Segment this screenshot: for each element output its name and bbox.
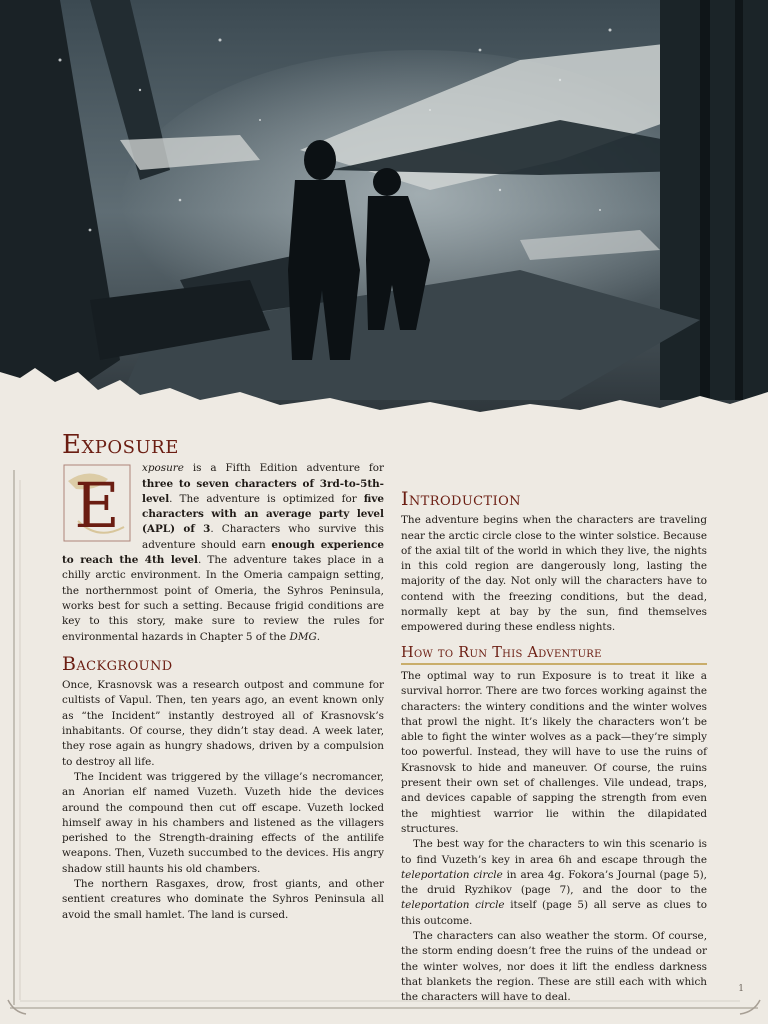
page-title: Exposure [62,430,179,460]
introduction-heading: Introduction [401,488,521,510]
background-heading: Background [62,652,173,675]
intro-text: xposure is a Fifth Edition adventure for three to seven characters of 3rd-to-5th-level. The adventure is optimized for five characters with an average party level (APL) of 3. Characters who survive this adventure should earn enough experience to reach the 4th level. The adventure takes place in a chilly arctic environment. In the Omeria campaign setting, the northernmost point of Omeria, the Syhros Peninsula, works best for such a setting. Because frigid conditions are key to this story, make sure to review the rules for environmental hazards in Chapter 5 of the DMG. [62,462,384,643]
hero-scene [0,0,768,425]
howto-paragraph-3: The characters can also weather the storm. Of course, the storm ending doesn’t free the ruins of the undead or the winter wolves, nor does it lift the endless darkness that blankets the region. These are still each with which the characters will have to deal. [401,930,707,1004]
background-paragraph-3: The northern Rasgaxes, drow, frost giants, and other sentient creatures who dominate the Syhros Peninsula all avoid the small hamlet. The land is cursed. [62,878,384,921]
page-number: 1 [738,984,744,994]
dropcap-letter: E [74,469,120,543]
hero-illustration [0,0,768,425]
howto-paragraph-2: The best way for the characters to win this scenario is to find Vuzeth’s key in area 6h and escape through the teleportation circle in area 4g. Fokora’s Journal (page 5), the druid Ryzhikov (page 7), and the door to the teleportation circle itself (page 5) all serve as clues to this outcome. [401,838,707,927]
background-paragraph-2: The Incident was triggered by the village’s necromancer, an Anorian elf named Vuzeth. Vuzeth hide the devices around the compound then cut off escape. Vuzeth locked himself away in his chambers and listened as the villagers perished to the Strength-draining effects of the antilife weapons. Then, Vuzeth succumbed to the devices. His angry shadow still haunts his old chambers. [62,770,384,875]
introduction-paragraph: The adventure begins when the characters are traveling near the arctic circle close to the winter solstice. Because of the axial tilt of the world in which they live, the nights in this cold region are dangerously long, lasting the majority of the day. Not only will the characters have to contend with the freezing conditions, but the dead, normally kept at bay by the sun, find themselves empowered during these endless nights. [401,514,707,634]
dropcap [58,461,136,545]
right-column [401,480,707,1006]
howto-paragraph-1: The optimal way to run Exposure is to treat it like a survival horror. There are two forces working against the characters: the wintery conditions and the winter wolves that prowl the night. It’s likely the characters won’t be able to fight the winter wolves as a pack—they’re simply too powerful. Instead, they will have to use the ruins of Krasnovsk to hide and maneuver. Of course, the ruins present their own set of challenges. Vile undead, traps, and devices capable of sapping the strength from even the mightiest warrior lie within the dilapidated structures. [401,669,707,835]
left-column [62,432,384,923]
background-paragraph-1: Once, Krasnovsk was a research outpost and commune for cultists of Vapul. Then, ten years ago, an event known only as “the Incident” instantly destroyed all of Krasnovsk’s inhabitants. Of course, they didn’t stay dead. A week later, they rose again as hungry shadows, driven by a compulsion to destroy all life. [62,679,384,768]
howto-heading: How to Run This Adventure [401,646,707,665]
intro-paragraph [62,461,384,645]
